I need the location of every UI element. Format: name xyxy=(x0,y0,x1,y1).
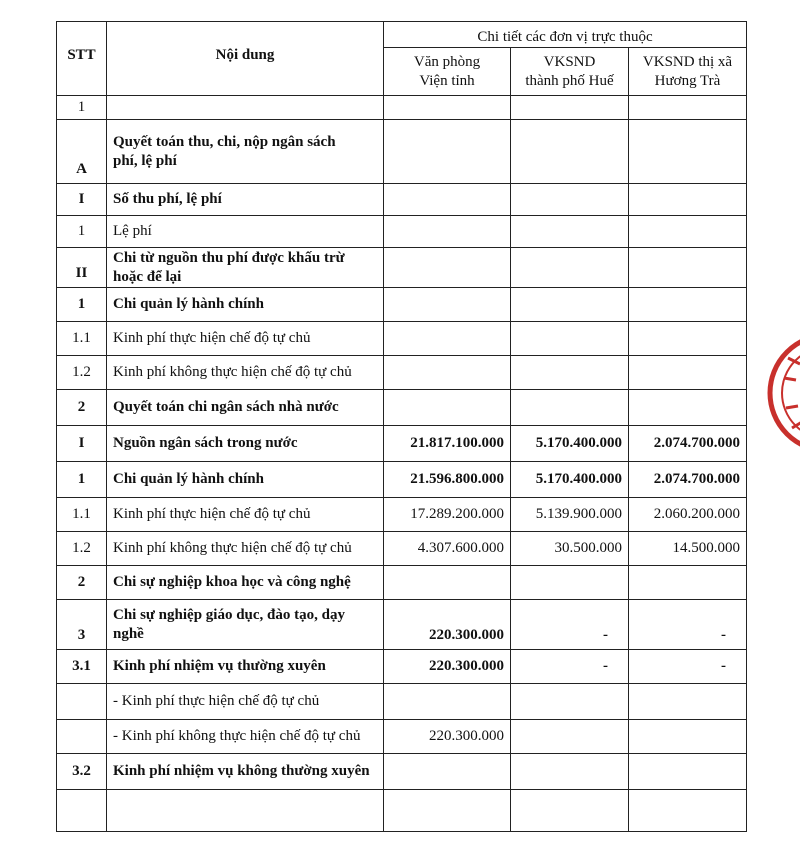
row-content-line: Số thu phí, lệ phí xyxy=(113,191,222,207)
header-noi-dung: Nội dung xyxy=(107,22,384,96)
row-content xyxy=(107,462,384,498)
row-value-col-2 xyxy=(511,96,629,120)
row-content xyxy=(107,754,384,790)
row-value-col-3 xyxy=(629,390,747,426)
row-stt: I xyxy=(57,184,107,216)
row-stt: 1.2 xyxy=(57,356,107,390)
row-content xyxy=(107,532,384,566)
header-col-3 xyxy=(629,48,747,96)
row-content-line: Kinh phí nhiệm vụ thường xuyên xyxy=(113,658,326,674)
table-row xyxy=(57,120,747,184)
table-row xyxy=(57,216,747,248)
header-stt: STT xyxy=(57,22,107,96)
row-value-col-2 xyxy=(511,216,629,248)
row-value-col-3 xyxy=(629,322,747,356)
row-value-col-3 xyxy=(629,96,747,120)
table-row xyxy=(57,650,747,684)
row-content xyxy=(107,650,384,684)
table-row xyxy=(57,96,747,120)
row-value-col-1: 21.817.100.000 xyxy=(384,426,511,462)
row-value-col-3 xyxy=(629,684,747,720)
row-stt: 3 xyxy=(57,600,107,650)
row-content xyxy=(107,248,384,288)
row-value-col-3: - xyxy=(629,650,747,684)
row-value-col-1: 4.307.600.000 xyxy=(384,532,511,566)
row-value-col-2 xyxy=(511,390,629,426)
row-value-col-2 xyxy=(511,248,629,288)
row-value-col-2 xyxy=(511,120,629,184)
row-content-line: Quyết toán chi ngân sách nhà nước xyxy=(113,399,339,415)
row-content xyxy=(107,184,384,216)
row-value-col-1 xyxy=(384,96,511,120)
row-content xyxy=(107,216,384,248)
row-value-col-1 xyxy=(384,216,511,248)
row-value-col-3 xyxy=(629,248,747,288)
header-col-2-line-1: VKSND xyxy=(543,53,596,70)
row-value-col-2 xyxy=(511,754,629,790)
row-stt: 3.1 xyxy=(57,650,107,684)
row-value-col-3: 14.500.000 xyxy=(629,532,747,566)
row-content-line: Chi sự nghiệp giáo dục, đào tạo, dạy xyxy=(113,606,345,623)
row-stt xyxy=(57,684,107,720)
header-row-1 xyxy=(57,22,747,48)
row-content-line: Lệ phí xyxy=(113,223,152,239)
row-stt: 2 xyxy=(57,390,107,426)
row-content xyxy=(107,288,384,322)
row-content-line: hoặc để lại xyxy=(113,268,182,285)
row-value-col-2: - xyxy=(511,600,629,650)
row-value-col-2: 5.170.400.000 xyxy=(511,426,629,462)
row-value-col-2 xyxy=(511,566,629,600)
row-value-col-3 xyxy=(629,754,747,790)
row-content-line: Kinh phí không thực hiện chế độ tự chủ xyxy=(113,540,352,556)
row-value-col-3 xyxy=(629,790,747,832)
row-value-col-1 xyxy=(384,390,511,426)
table-row xyxy=(57,322,747,356)
row-content xyxy=(107,120,384,184)
row-content-line: Chi sự nghiệp khoa học và công nghệ xyxy=(113,574,351,590)
row-content xyxy=(107,356,384,390)
row-content xyxy=(107,720,384,754)
row-value-col-1: 21.596.800.000 xyxy=(384,462,511,498)
row-value-col-2: 5.139.900.000 xyxy=(511,498,629,532)
header-col-2-line-2: thành phố Huế xyxy=(525,72,614,89)
row-content-line: Kinh phí không thực hiện chế độ tự chủ xyxy=(113,364,352,380)
row-value-col-3: - xyxy=(629,600,747,650)
row-stt: 1 xyxy=(57,288,107,322)
header-col-2 xyxy=(511,48,629,96)
row-value-col-3 xyxy=(629,566,747,600)
row-content-line: phí, lệ phí xyxy=(113,152,177,169)
row-content-line: - Kinh phí thực hiện chế độ tự chủ xyxy=(113,693,320,709)
row-value-col-2 xyxy=(511,720,629,754)
row-value-col-3 xyxy=(629,356,747,390)
row-content xyxy=(107,322,384,356)
row-content xyxy=(107,600,384,650)
table-row xyxy=(57,184,747,216)
row-stt xyxy=(57,720,107,754)
row-content xyxy=(107,390,384,426)
row-value-col-2 xyxy=(511,790,629,832)
row-value-col-1: 17.289.200.000 xyxy=(384,498,511,532)
row-value-col-3 xyxy=(629,184,747,216)
row-content-line: nghề xyxy=(113,625,144,642)
table-row xyxy=(57,356,747,390)
row-content-line: Chi quản lý hành chính xyxy=(113,296,264,312)
row-stt: 3.2 xyxy=(57,754,107,790)
row-stt: A xyxy=(57,120,107,184)
budget-table xyxy=(56,21,747,832)
row-stt: 1.1 xyxy=(57,498,107,532)
table-row xyxy=(57,288,747,322)
header-col-1-line-2: Viện tỉnh xyxy=(419,72,475,89)
table-row xyxy=(57,600,747,650)
row-value-col-3: 2.074.700.000 xyxy=(629,462,747,498)
row-value-col-2: 5.170.400.000 xyxy=(511,462,629,498)
row-content-line: Kinh phí nhiệm vụ không thường xuyên xyxy=(113,763,370,779)
row-content-line: Quyết toán thu, chi, nộp ngân sách xyxy=(113,133,336,150)
row-value-col-2 xyxy=(511,184,629,216)
row-stt: 1.2 xyxy=(57,532,107,566)
row-value-col-1 xyxy=(384,754,511,790)
header-col-3-line-1: VKSND thị xã xyxy=(642,53,733,70)
row-value-col-2: 30.500.000 xyxy=(511,532,629,566)
row-value-col-1 xyxy=(384,248,511,288)
red-seal-stamp xyxy=(766,318,800,468)
row-value-col-1 xyxy=(384,184,511,216)
row-value-col-2 xyxy=(511,322,629,356)
header-group: Chi tiết các đơn vị trực thuộc xyxy=(384,22,747,48)
row-value-col-1 xyxy=(384,120,511,184)
table-row xyxy=(57,720,747,754)
row-stt: 1 xyxy=(57,96,107,120)
row-stt: II xyxy=(57,248,107,288)
row-content-line: Chi từ nguồn thu phí được khấu trừ xyxy=(113,249,345,266)
row-content-line: Nguồn ngân sách trong nước xyxy=(113,435,298,451)
row-stt: 1 xyxy=(57,462,107,498)
row-value-col-2: - xyxy=(511,650,629,684)
row-stt: I xyxy=(57,426,107,462)
header-col-1-line-1: Văn phòng xyxy=(413,53,481,70)
row-content-line: Kinh phí thực hiện chế độ tự chủ xyxy=(113,506,311,522)
row-content xyxy=(107,498,384,532)
table-row xyxy=(57,462,747,498)
table-row xyxy=(57,532,747,566)
row-value-col-3: 2.060.200.000 xyxy=(629,498,747,532)
table-row xyxy=(57,566,747,600)
table-row xyxy=(57,426,747,462)
row-value-col-1 xyxy=(384,566,511,600)
row-content xyxy=(107,96,384,120)
row-stt: 2 xyxy=(57,566,107,600)
table-row xyxy=(57,390,747,426)
table-row xyxy=(57,790,747,832)
row-value-col-3: 2.074.700.000 xyxy=(629,426,747,462)
row-stt: 1.1 xyxy=(57,322,107,356)
header-col-3-line-2: Hương Trà xyxy=(654,72,721,89)
row-stt xyxy=(57,790,107,832)
header-col-1 xyxy=(384,48,511,96)
row-value-col-1 xyxy=(384,288,511,322)
row-value-col-3 xyxy=(629,288,747,322)
row-value-col-1 xyxy=(384,322,511,356)
row-content xyxy=(107,426,384,462)
row-content xyxy=(107,566,384,600)
row-value-col-2 xyxy=(511,288,629,322)
row-value-col-3 xyxy=(629,120,747,184)
row-value-col-3 xyxy=(629,216,747,248)
row-value-col-2 xyxy=(511,356,629,390)
table-row xyxy=(57,754,747,790)
row-value-col-1 xyxy=(384,356,511,390)
table-row xyxy=(57,248,747,288)
row-value-col-1: 220.300.000 xyxy=(384,650,511,684)
row-value-col-1 xyxy=(384,684,511,720)
row-value-col-3 xyxy=(629,720,747,754)
row-value-col-1: 220.300.000 xyxy=(384,720,511,754)
row-content xyxy=(107,684,384,720)
row-value-col-1 xyxy=(384,790,511,832)
table-row xyxy=(57,498,747,532)
row-content xyxy=(107,790,384,832)
table-row xyxy=(57,684,747,720)
row-value-col-1: 220.300.000 xyxy=(384,600,511,650)
row-content-line: Kinh phí thực hiện chế độ tự chủ xyxy=(113,330,311,346)
row-content-line: - Kinh phí không thực hiện chế độ tự chủ xyxy=(113,728,361,744)
row-content-line: Chi quản lý hành chính xyxy=(113,471,264,487)
row-stt: 1 xyxy=(57,216,107,248)
row-value-col-2 xyxy=(511,684,629,720)
